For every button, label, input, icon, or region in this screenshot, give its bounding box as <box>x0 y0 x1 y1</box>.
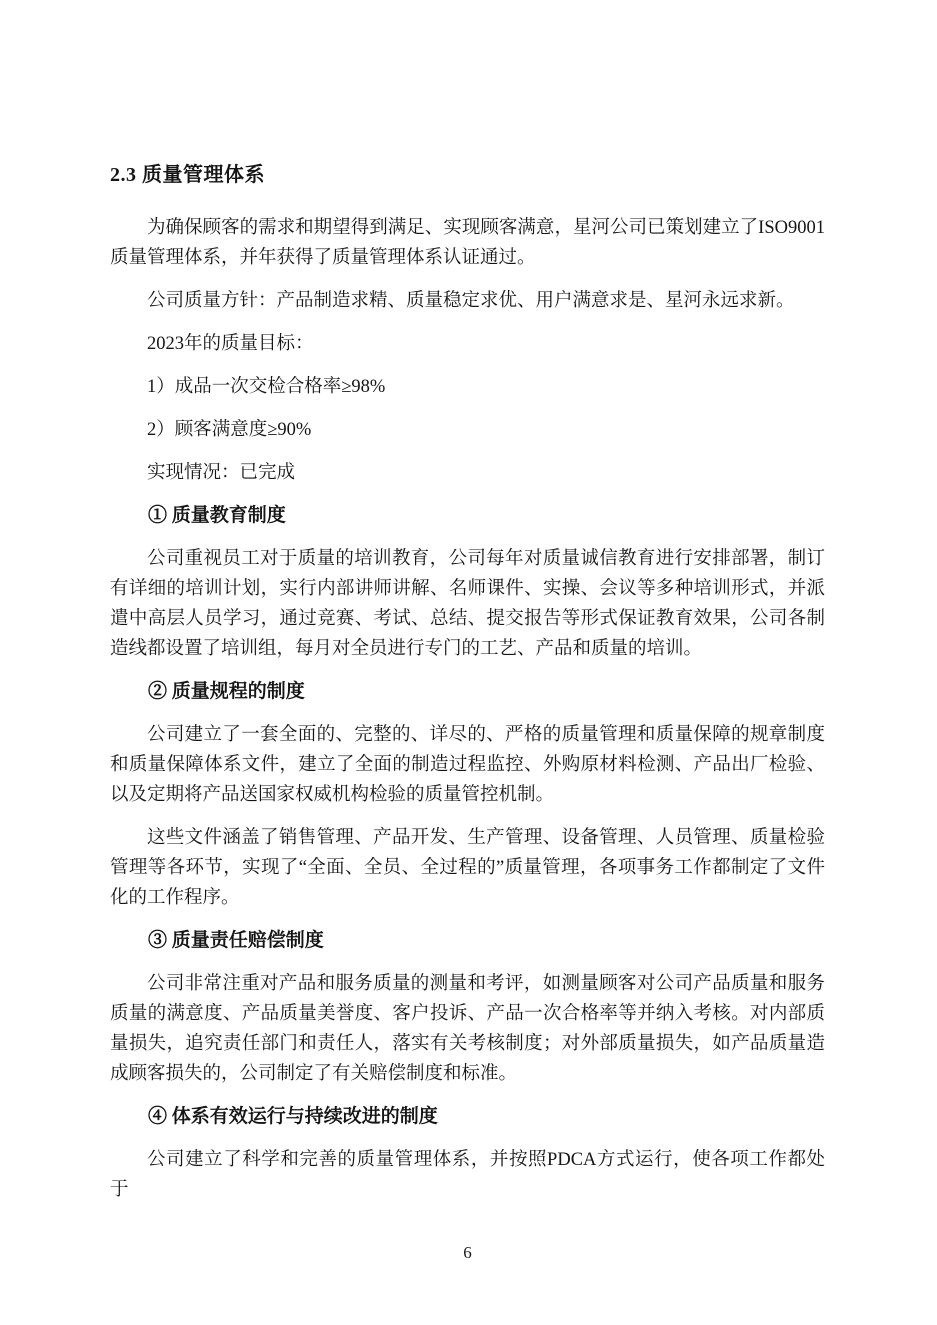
paragraph-quality-education: 公司重视员工对于质量的培训教育，公司每年对质量诚信教育进行安排部署，制订有详细的培训计划，实行内部讲师讲解、名师课件、实操、会议等多种培训形式，并派遣中高层人员学习，通过竞赛、考试、总结、提交报告等形式保证教育效果，公司各制造线都设置了培训组，每月对全员进行专门的工艺、产品和质量的培训。 <box>110 549 825 659</box>
paragraph-target-item-1: 1）成品一次交检合格率≥98% <box>147 377 386 397</box>
paragraph-system-operation: 公司建立了科学和完善的质量管理体系，并按照PDCA方式运行，使各项工作都处于 <box>110 1150 825 1200</box>
paragraph-quality-regulations-1: 公司建立了一套全面的、完整的、详尽的、严格的质量管理和质量保障的规章制度和质量保障体系文件，建立了全面的制造过程监控、外购原材料检测、产品出厂检验、以及定期将产品送国家权威机构检验的质量管控机制。 <box>110 725 825 805</box>
paragraph-liability-compensation: 公司非常注重对产品和服务质量的测量和考评，如测量顾客对公司产品质量和服务质量的满意度、产品质量美誉度、客户投诉、产品一次合格率等并纳入考核。对内部质量损失，追究责任部门和责任人，落实有关考核制度；对外部质量损失，如产品质量造成顾客损失的，公司制定了有关赔偿制度和标准。 <box>110 974 825 1084</box>
section-heading: 2.3 质量管理体系 <box>110 164 265 186</box>
page-number: 6 <box>463 1243 472 1262</box>
subheading-system-operation: ④ 体系有效运行与持续改进的制度 <box>148 1106 438 1127</box>
subheading-liability-compensation: ③ 质量责任赔偿制度 <box>148 930 324 951</box>
paragraph-target-item-2: 2）顾客满意度≥90% <box>147 420 312 440</box>
paragraph-quality-policy: 公司质量方针：产品制造求精、质量稳定求优、用户满意求是、星河永远求新。 <box>147 291 795 311</box>
paragraph-targets-label: 2023年的质量目标： <box>147 334 314 354</box>
paragraph-target-status: 实现情况：已完成 <box>147 463 296 483</box>
subheading-quality-regulations: ② 质量规程的制度 <box>148 681 305 702</box>
paragraph-quality-regulations-2: 这些文件涵盖了销售管理、产品开发、生产管理、设备管理、人员管理、质量检验管理等各环节，实现了“全面、全员、全过程的”质量管理，各项事务工作都制定了文件化的工作程序。 <box>110 828 825 908</box>
paragraph-iso-intro: 为确保顾客的需求和期望得到满足、实现顾客满意，星河公司已策划建立了ISO9001质量管理体系，并年获得了质量管理体系认证通过。 <box>110 218 825 268</box>
subheading-quality-education: ① 质量教育制度 <box>148 505 286 526</box>
